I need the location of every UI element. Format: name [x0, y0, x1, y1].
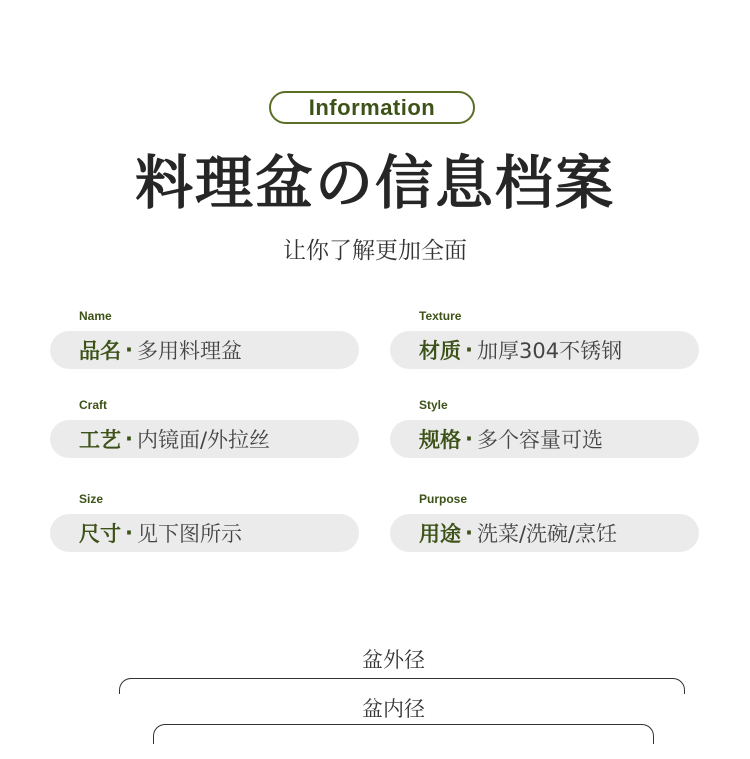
info-key: 尺寸	[79, 522, 121, 546]
outer-diameter-label: 盆外径	[362, 648, 425, 672]
inner-diameter-label: 盆内径	[362, 697, 425, 721]
info-key: 工艺	[79, 428, 121, 452]
info-item-style	[390, 397, 699, 458]
info-value: 多用料理盆	[136, 339, 242, 363]
info-key: 规格	[419, 428, 461, 452]
info-dot: ·	[465, 427, 473, 451]
page-title: 料理盆の信息档案	[134, 149, 615, 217]
info-row	[390, 420, 699, 458]
info-dot: ·	[465, 338, 473, 362]
info-label: Size	[79, 492, 104, 506]
info-label: Purpose	[419, 492, 468, 506]
info-value: 加厚304不锈钢	[476, 339, 623, 363]
information-badge: Information	[269, 91, 475, 124]
outer-diameter-bracket	[119, 678, 685, 694]
info-row	[390, 514, 699, 552]
info-value: 见下图所示	[136, 522, 242, 546]
info-value: 多个容量可选	[476, 428, 603, 452]
info-key: 材质	[419, 339, 461, 363]
info-dot: ·	[125, 427, 133, 451]
info-label: Name	[79, 309, 112, 323]
info-dot: ·	[465, 521, 473, 545]
info-label: Texture	[419, 309, 462, 323]
info-dot: ·	[125, 338, 133, 362]
info-item-texture	[390, 308, 699, 369]
info-row	[50, 420, 359, 458]
info-value: 洗菜/洗碗/烹饪	[476, 522, 618, 546]
info-item-craft	[50, 397, 359, 458]
info-value: 内镜面/外拉丝	[136, 428, 271, 452]
inner-diameter-bracket	[153, 724, 654, 744]
info-label: Style	[419, 398, 448, 412]
info-label: Craft	[79, 398, 108, 412]
page-subtitle: 让你了解更加全面	[283, 238, 467, 264]
info-row	[50, 514, 359, 552]
info-key: 用途	[419, 522, 461, 546]
info-dot: ·	[125, 521, 133, 545]
info-key: 品名	[79, 339, 121, 363]
info-row	[50, 331, 359, 369]
info-item-purpose	[390, 491, 699, 552]
info-item-size	[50, 491, 359, 552]
info-row	[390, 331, 699, 369]
info-item-name	[50, 308, 359, 369]
